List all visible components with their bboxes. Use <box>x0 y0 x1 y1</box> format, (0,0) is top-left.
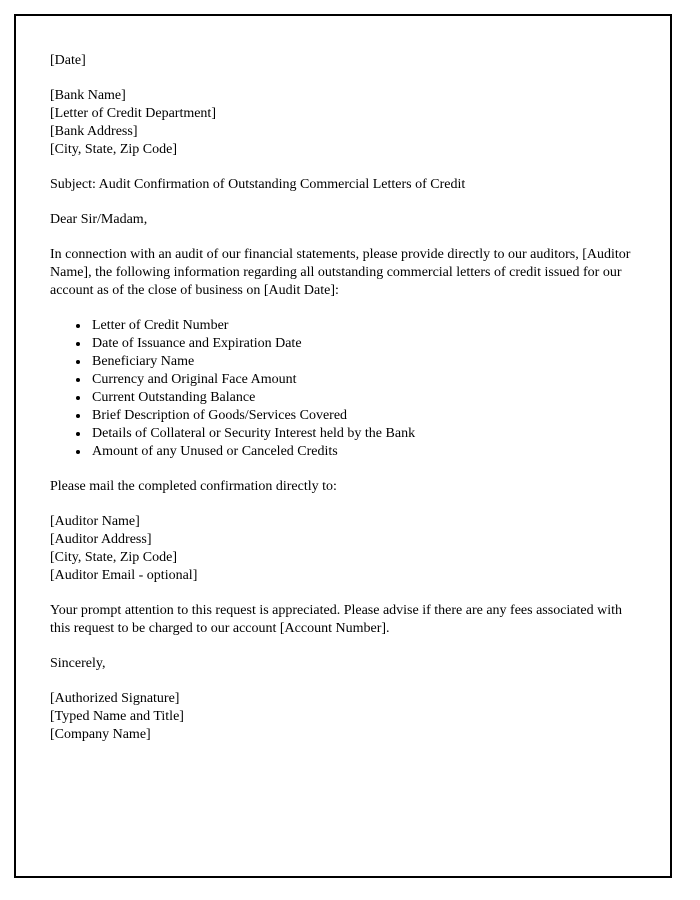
list-item: • Current Outstanding Balance <box>90 389 632 407</box>
list-item: • Amount of any Unused or Canceled Credits <box>90 443 632 461</box>
auditor-city-line: [City, State, Zip Code] <box>50 550 178 565</box>
auditor-email-line: [Auditor Email - optional] <box>50 568 198 583</box>
list-item: • Details of Collateral or Security Interest held by the Bank <box>90 425 632 443</box>
letter-page <box>14 14 672 878</box>
subject-line: Subject: Audit Confirmation of Outstanding Commercial Letters of Credit <box>50 177 466 192</box>
auditor-address-block <box>50 513 632 585</box>
mail-instruction: Please mail the completed confirmation directly to: <box>50 479 337 494</box>
bank-address-line: [Bank Address] <box>50 124 138 139</box>
list-item: • Beneficiary Name <box>90 353 632 371</box>
bank-city-line: [City, State, Zip Code] <box>50 142 178 157</box>
company-name-line: [Company Name] <box>50 727 151 742</box>
date-line: [Date] <box>50 53 86 68</box>
bank-name-line: [Bank Name] <box>50 88 126 103</box>
bank-address-block <box>50 87 632 159</box>
sign-off: Sincerely, <box>50 656 106 671</box>
list-item: • Letter of Credit Number <box>90 317 632 335</box>
typed-name-title-line: [Typed Name and Title] <box>50 709 184 724</box>
intro-paragraph: In connection with an audit of our financial statements, please provide directly to our auditors, [Auditor Name], the following information regarding all outstanding commercial letters of credit issued for our account as of the close of business on [Audit Date]: <box>50 247 631 298</box>
closing-paragraph: Your prompt attention to this request is appreciated. Please advise if there are any fees associated with this request to be charged to our account [Account Number]. <box>50 603 623 636</box>
bank-department-line: [Letter of Credit Department] <box>50 106 216 121</box>
auditor-name-line: [Auditor Name] <box>50 514 140 529</box>
signature-block <box>50 690 632 744</box>
authorized-signature-line: [Authorized Signature] <box>50 691 180 706</box>
salutation: Dear Sir/Madam, <box>50 212 148 227</box>
list-item: • Currency and Original Face Amount <box>90 371 632 389</box>
auditor-address-line: [Auditor Address] <box>50 532 152 547</box>
list-item: • Brief Description of Goods/Services Covered <box>90 407 632 425</box>
list-item: • Date of Issuance and Expiration Date <box>90 335 632 353</box>
requested-info-list <box>50 317 632 461</box>
